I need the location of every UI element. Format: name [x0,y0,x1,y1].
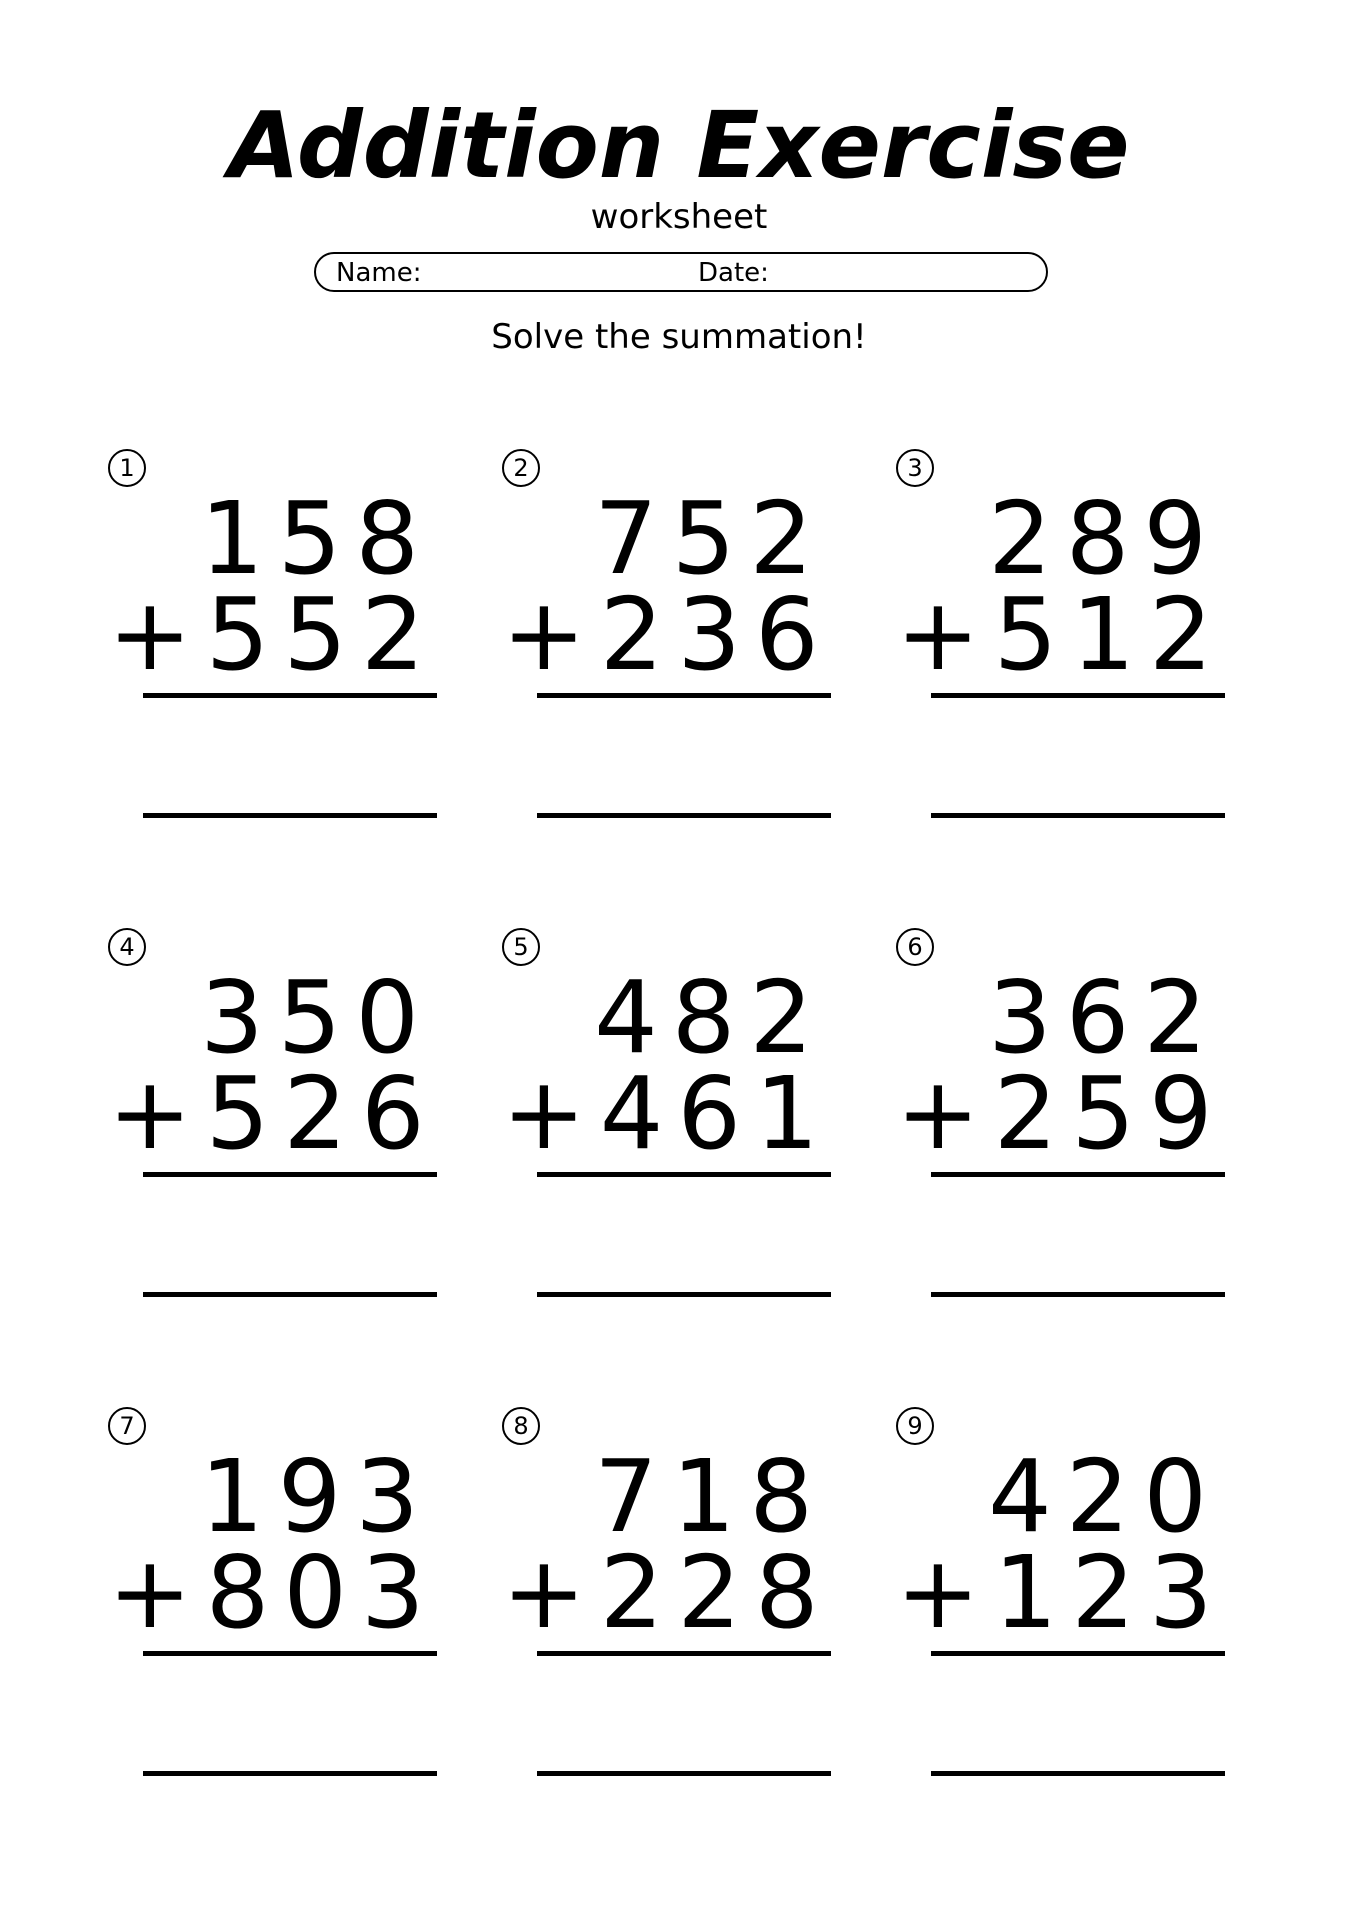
addend-top: 158 [200,480,433,597]
answer-line[interactable] [143,813,437,818]
answer-line[interactable] [931,813,1225,818]
answer-line[interactable] [931,1771,1225,1776]
addend-top: 362 [988,959,1221,1076]
problem-8 [502,1407,833,1807]
worksheet-title: Addition Exercise [228,92,1130,199]
problem-7 [108,1407,439,1807]
problem-2 [502,449,833,849]
sum-line [537,1172,831,1177]
problem-1 [108,449,439,849]
problem-6 [896,928,1227,1328]
answer-line[interactable] [537,1292,831,1297]
sum-line [143,1651,437,1656]
addend-top: 193 [200,1438,433,1555]
answer-line[interactable] [931,1292,1225,1297]
sum-line [537,1651,831,1656]
addend-top: 752 [594,480,827,597]
sum-line [931,1172,1225,1177]
problem-number-badge: 5 [502,928,540,966]
problem-3 [896,449,1227,849]
sum-line [537,693,831,698]
sum-line [931,1651,1225,1656]
addend-bottom: +512 [896,576,1227,693]
problem-5 [502,928,833,1328]
instruction-text: Solve the summation! [491,317,867,357]
problem-number-badge: 7 [108,1407,146,1445]
sum-line [143,693,437,698]
addend-bottom: +803 [108,1534,439,1651]
addend-bottom: +461 [502,1055,833,1172]
addend-top: 420 [988,1438,1221,1555]
name-label: Name: [336,258,422,288]
problem-4 [108,928,439,1328]
problem-number-badge: 2 [502,449,540,487]
problem-number-badge: 6 [896,928,934,966]
problem-number-badge: 9 [896,1407,934,1445]
addend-bottom: +236 [502,576,833,693]
sum-line [143,1172,437,1177]
sum-line [931,693,1225,698]
worksheet-subtitle: worksheet [590,197,768,237]
addend-bottom: +259 [896,1055,1227,1172]
problem-number-badge: 4 [108,928,146,966]
date-label: Date: [698,258,769,288]
addend-top: 718 [594,1438,827,1555]
problem-number-badge: 1 [108,449,146,487]
addend-top: 350 [200,959,433,1076]
problem-number-badge: 3 [896,449,934,487]
problem-9 [896,1407,1227,1807]
answer-line[interactable] [143,1771,437,1776]
answer-line[interactable] [537,813,831,818]
answer-line[interactable] [143,1292,437,1297]
problem-number-badge: 8 [502,1407,540,1445]
addend-bottom: +552 [108,576,439,693]
name-date-bar [314,252,1048,292]
addend-top: 482 [594,959,827,1076]
addend-bottom: +526 [108,1055,439,1172]
addend-top: 289 [988,480,1221,597]
addend-bottom: +123 [896,1534,1227,1651]
addend-bottom: +228 [502,1534,833,1651]
answer-line[interactable] [537,1771,831,1776]
